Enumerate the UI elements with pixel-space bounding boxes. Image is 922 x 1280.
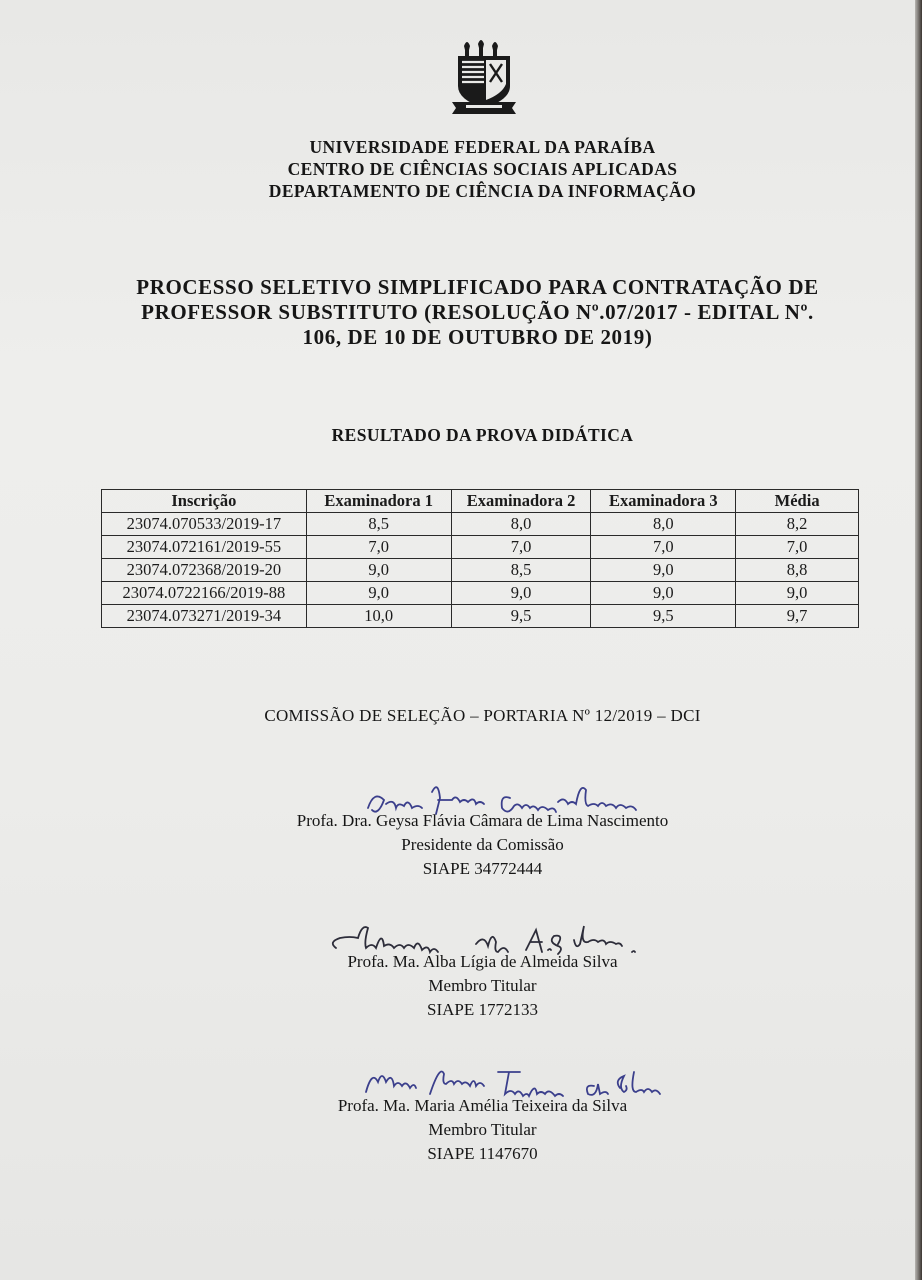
header-examinadora-3: Examinadora 3	[591, 490, 736, 513]
ufpb-crest-icon	[448, 36, 520, 118]
table-row	[102, 513, 859, 536]
results-table	[101, 489, 859, 628]
cell-score: 8,5	[306, 513, 451, 536]
commission-line: COMISSÃO DE SELEÇÃO – PORTARIA Nº 12/2019 – DCI	[264, 706, 701, 725]
header-examinadora-2: Examinadora 2	[451, 490, 591, 513]
signatory-role: Membro Titular	[428, 1120, 537, 1139]
cell-score: 8,5	[451, 559, 591, 582]
document-title	[0, 275, 915, 350]
section-subtitle: RESULTADO DA PROVA DIDÁTICA	[331, 425, 634, 445]
signatory-1	[0, 809, 915, 881]
cell-score: 9,0	[451, 582, 591, 605]
table-row	[102, 536, 859, 559]
cell-inscricao: 23074.072368/2019-20	[102, 559, 307, 582]
signatory-name: Profa. Dra. Geysa Flávia Câmara de Lima Nascimento	[296, 811, 669, 830]
cell-score: 9,5	[451, 605, 591, 628]
signatory-name: Profa. Ma. Alba Lígia de Almeida Silva	[347, 952, 618, 971]
cell-score: 10,0	[306, 605, 451, 628]
cell-score: 9,0	[591, 582, 736, 605]
signatory-name: Profa. Ma. Maria Amélia Teixeira da Silva	[337, 1096, 628, 1115]
cell-inscricao: 23074.073271/2019-34	[102, 605, 307, 628]
cell-score: 9,0	[306, 559, 451, 582]
table-header-row	[102, 490, 859, 513]
table-row	[102, 582, 859, 605]
institution-header	[0, 136, 915, 202]
cell-average: 8,8	[736, 559, 859, 582]
cell-score: 9,0	[591, 559, 736, 582]
header-inscricao: Inscrição	[102, 490, 307, 513]
cell-inscricao: 23074.070533/2019-17	[102, 513, 307, 536]
cell-average: 8,2	[736, 513, 859, 536]
header-media: Média	[736, 490, 859, 513]
cell-score: 8,0	[451, 513, 591, 536]
cell-score: 8,0	[591, 513, 736, 536]
signatory-siape: SIAPE 1772133	[427, 1000, 538, 1019]
paper-edge-shadow	[915, 0, 922, 1280]
cell-score: 7,0	[451, 536, 591, 559]
cell-score: 7,0	[591, 536, 736, 559]
signatory-role: Membro Titular	[428, 976, 537, 995]
signatory-role: Presidente da Comissão	[401, 835, 564, 854]
table-row	[102, 605, 859, 628]
cell-average: 7,0	[736, 536, 859, 559]
cell-average: 9,0	[736, 582, 859, 605]
signatory-siape: SIAPE 1147670	[427, 1144, 538, 1163]
cell-score: 7,0	[306, 536, 451, 559]
department-name: DEPARTAMENTO DE CIÊNCIA DA INFORMAÇÃO	[268, 181, 697, 201]
title-line-3: 106, DE 10 DE OUTUBRO DE 2019)	[302, 325, 653, 349]
title-line-1: PROCESSO SELETIVO SIMPLIFICADO PARA CONTRATAÇÃO DE	[136, 275, 819, 299]
header-examinadora-1: Examinadora 1	[306, 490, 451, 513]
title-line-2: PROFESSOR SUBSTITUTO (RESOLUÇÃO Nº.07/2017 - EDITAL Nº.	[141, 300, 814, 324]
center-name: CENTRO DE CIÊNCIAS SOCIAIS APLICADAS	[287, 159, 678, 179]
signatory-2	[0, 950, 915, 1022]
signatory-siape: SIAPE 34772444	[422, 859, 543, 878]
signatory-3	[0, 1094, 915, 1166]
cell-score: 9,0	[306, 582, 451, 605]
cell-average: 9,7	[736, 605, 859, 628]
table-row	[102, 559, 859, 582]
cell-inscricao: 23074.072161/2019-55	[102, 536, 307, 559]
cell-inscricao: 23074.0722166/2019-88	[102, 582, 307, 605]
cell-score: 9,5	[591, 605, 736, 628]
university-name: UNIVERSIDADE FEDERAL DA PARAÍBA	[309, 137, 656, 157]
